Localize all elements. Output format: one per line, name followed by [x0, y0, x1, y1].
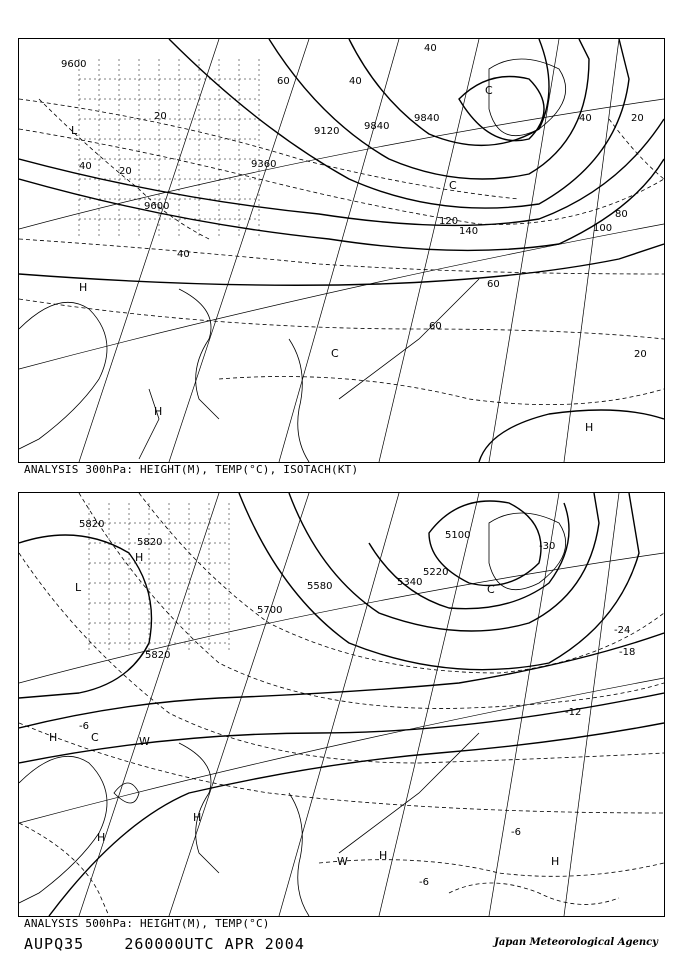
temperature-contour	[19, 823, 109, 916]
warm-label: W	[337, 855, 348, 868]
chart-time: 260000UTC APR 2004	[124, 935, 305, 953]
temperature-label: -18	[619, 647, 636, 658]
isotach-label: 40	[424, 43, 437, 54]
height-label: 5340	[397, 577, 423, 588]
height-contours	[19, 39, 664, 462]
height-contour	[19, 693, 664, 763]
map-500hpa	[19, 493, 664, 916]
isotach-label: 120	[439, 216, 459, 227]
low-label: L	[75, 581, 82, 594]
meridian-line	[564, 39, 619, 462]
cold-label: C	[331, 347, 339, 360]
temperature-label: -6	[511, 827, 521, 838]
graticule	[19, 493, 664, 916]
isotach-label: 40	[349, 76, 362, 87]
height-contour	[19, 535, 152, 698]
height-label: 5820	[137, 537, 163, 548]
map-300hpa	[19, 39, 664, 462]
temperature-label: -24	[614, 625, 631, 636]
height-label: 5100	[445, 530, 471, 541]
caption-500hpa: ANALYSIS 500hPa: HEIGHT(M), TEMP(°C)	[24, 917, 270, 930]
hatched-area	[79, 59, 259, 239]
height-contour	[479, 410, 664, 462]
coastline-korea	[289, 339, 309, 462]
coastline-china	[179, 289, 219, 419]
isotach-contour	[19, 99, 519, 199]
isotach-label: 80	[615, 209, 628, 220]
temperature-contour	[79, 493, 664, 708]
coastline-kamchatka	[489, 59, 566, 136]
high-label: H	[154, 405, 163, 418]
chart-identifier	[24, 935, 305, 953]
temperature-label: -30	[539, 541, 556, 552]
isotach-contour	[219, 377, 664, 405]
temperature-label: -6	[79, 721, 89, 732]
height-label: 9360	[251, 159, 277, 170]
meridian-line	[79, 39, 219, 462]
agency-name: Japan Meteorological Agency	[494, 937, 658, 948]
high-label: H	[49, 731, 58, 744]
graticule	[19, 39, 664, 462]
height-contour	[169, 39, 629, 208]
height-label: 5220	[423, 567, 449, 578]
isotach-label: 20	[119, 166, 132, 177]
height-label: 9840	[364, 121, 390, 132]
isotach-contour	[19, 239, 664, 274]
chart-500hpa	[18, 492, 665, 917]
isotach-contour	[19, 299, 664, 339]
isotach-label: 60	[429, 321, 442, 332]
coastline-korea	[289, 793, 309, 916]
isotach-label: 60	[277, 76, 290, 87]
coastline-china	[179, 743, 219, 873]
meridian-line	[169, 493, 309, 916]
high-label: H	[551, 855, 560, 868]
height-contour	[19, 119, 664, 225]
isotach-label: 20	[631, 113, 644, 124]
isotach-contour	[19, 129, 664, 224]
isotach-label: 40	[79, 161, 92, 172]
cold-label: C	[485, 84, 493, 97]
height-contour	[19, 244, 664, 285]
height-contour	[19, 159, 664, 250]
high-label: H	[379, 849, 388, 862]
coastline-japan	[339, 279, 479, 399]
isotach-label: 100	[593, 223, 613, 234]
height-contour	[269, 39, 589, 179]
isotach-label: 20	[634, 349, 647, 360]
coastline	[19, 59, 566, 462]
low-label: L	[71, 124, 78, 137]
isotach-label: 20	[154, 111, 167, 122]
latitude-line	[19, 553, 664, 683]
chart-code: AUPQ35	[24, 935, 85, 953]
temperature-labels	[79, 541, 635, 888]
height-label: 5820	[79, 519, 105, 530]
isotach-label: 140	[459, 226, 479, 237]
coastline-indochina	[139, 389, 159, 459]
height-contour	[289, 493, 599, 631]
temperature-label: -12	[565, 707, 582, 718]
meridian-line	[379, 493, 479, 916]
meridian-line	[564, 493, 619, 916]
height-contour	[239, 493, 639, 670]
height-label: 5580	[307, 581, 333, 592]
temperature-contour	[319, 860, 664, 877]
temperature-contour	[449, 883, 619, 904]
height-label: 5820	[145, 650, 171, 661]
meridian-line	[489, 39, 559, 462]
isotach-label: 40	[579, 113, 592, 124]
temperature-contours	[19, 493, 664, 916]
cold-label: C	[449, 179, 457, 192]
cold-label: C	[487, 583, 495, 596]
high-label: H	[585, 421, 594, 434]
height-label: 9600	[61, 59, 87, 70]
height-label: 9600	[144, 201, 170, 212]
meridian-line	[489, 493, 559, 916]
high-label: H	[97, 831, 106, 844]
caption-300hpa: ANALYSIS 300hPa: HEIGHT(M), TEMP(°C), ISOTACH(KT)	[24, 463, 359, 476]
high-label: H	[193, 811, 202, 824]
high-label: H	[135, 551, 144, 564]
height-contour	[49, 723, 664, 916]
warm-label: W	[139, 735, 150, 748]
coastline-asia	[19, 302, 107, 449]
isotach-label: 40	[177, 249, 190, 260]
isotach-label: 60	[487, 279, 500, 290]
temperature-label: -6	[419, 877, 429, 888]
isotach-contour	[609, 119, 664, 179]
latitude-line	[19, 224, 664, 369]
latitude-line	[19, 99, 664, 229]
high-label: H	[79, 281, 88, 294]
cold-label: C	[91, 731, 99, 744]
latitude-line	[19, 678, 664, 823]
system-labels	[49, 551, 559, 868]
temperature-contour	[19, 723, 664, 813]
isotach-contours	[19, 99, 664, 405]
height-contour	[369, 503, 569, 609]
height-label: 9120	[314, 126, 340, 137]
chart-300hpa	[18, 38, 665, 463]
height-contours	[19, 493, 664, 916]
height-label: 5700	[257, 605, 283, 616]
height-label: 9840	[414, 113, 440, 124]
height-labels	[61, 59, 439, 212]
